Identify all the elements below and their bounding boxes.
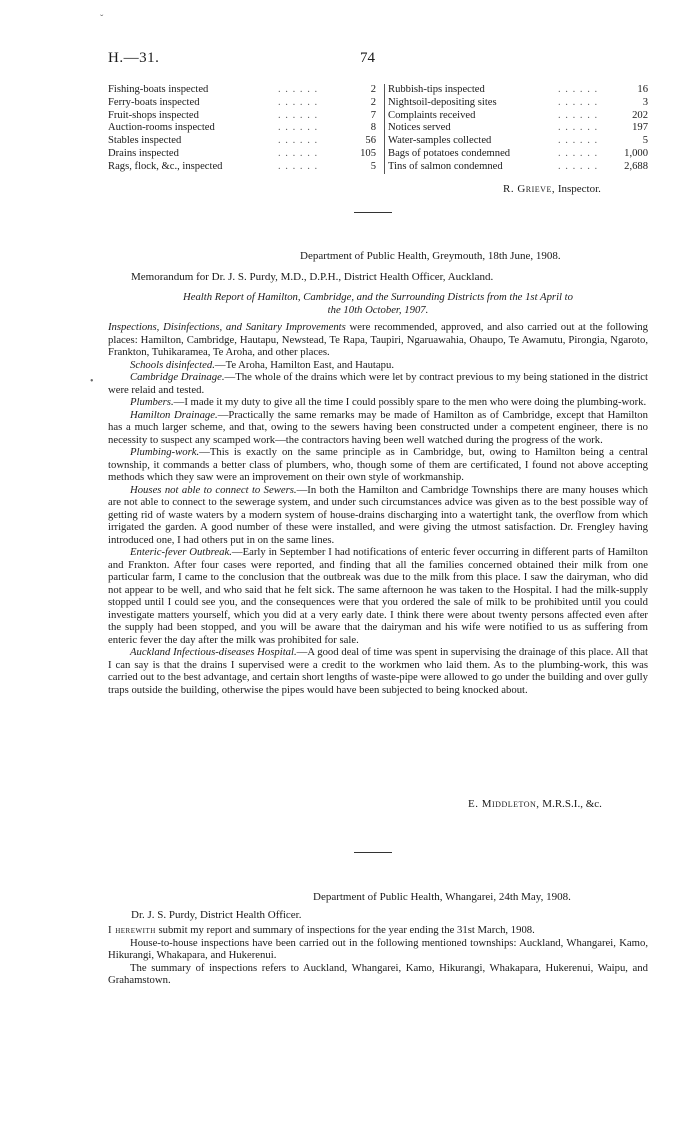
row-label: Stables inspected — [108, 135, 182, 147]
paragraph-enteric-fever: Enteric-fever Outbreak.—Early in September I had notifications of enteric fever occurring in different parts of Hamilton and Frankton. After four cases were reported, and finding that all the families concerned obtained their milk from one particular farm, I came to the conclusion that the outbreak was due to the milk from this place. I saw the dairyman, who did not appear to be well, and who said that he felt sick. The same afternoon he was taken to the Hospital. I had the milk-supply stopped until I could see you, and the consequences were that you ordered the sale of milk to be prohibited until you could investigate matters yourself, which you did at a very early date. I think there were about twenty persons affected even after the supply had been stopped, and you will be aware that the dairyman and his wife were notified to us as suffering from enteric fever the day after the milk was prohibited for sale. — [108, 546, 648, 646]
leader-dots: . . . . . . — [558, 160, 599, 172]
leader-dots: . . . . . . — [558, 96, 599, 108]
table-row — [388, 122, 648, 135]
leader-dots: . . . . . . — [558, 122, 599, 134]
row-label: Rags, flock, &c., inspected — [108, 160, 223, 172]
leader-dots: . . . . . . — [278, 135, 319, 147]
report-title — [108, 291, 648, 316]
leader-dots: . . . . . . — [278, 96, 319, 108]
margin-mark: • — [90, 376, 94, 387]
row-label: Water-samples collected — [388, 135, 492, 147]
table-row — [108, 161, 376, 174]
paragraph-houses-sewers: Houses not able to connect to Sewers.—In both the Hamilton and Cambridge Townships there are many houses which are not able to connect to the sewerage system, and under such circumstances advice was given as to the best possible way of getting rid of waste waters by a modern system of house-drains discharging into a watertight tank, the overflow from which irrigated the garden. A good number of these were installed, and were giving the utmost satisfaction. Dr. Frengley having introduced one, I had others put in on the same lines. — [108, 483, 648, 546]
table-row — [388, 110, 648, 123]
inspection-column-right — [384, 84, 648, 174]
table-row — [108, 97, 376, 110]
row-value: 3 — [642, 96, 648, 108]
leader-dots: . . . . . . — [278, 147, 319, 159]
row-value: 56 — [365, 135, 376, 147]
page-number: 74 — [360, 50, 375, 66]
inspection-column-left — [108, 84, 376, 174]
paragraph-hospital: Auckland Infectious-diseases Hospital.—A good deal of time was spent in supervising the drainage of this place. All that I can say is that the drains I supervised were a credit to the workmen who laid them. As to the plumbing-work, this was carried out to the best advantage, and certain short lengths of waste-pipe were allowed to go under the building and over gully traps outside the building, otherwise the pipes would have been subjected to being knocked about. — [108, 646, 648, 696]
row-value: 16 — [637, 84, 648, 95]
paragraph-inspections: Inspections, Disinfections, and Sanitary Improvements were recommended, approved, and also carried out at the following places: Hamilton, Cambridge, Hautapu, Newstead, Te Rapa, Taupiri, Ngaruawahia, Ohaupo, Te Awamutu, Pirongia, Ngaroto, Frankton, Tuhikaramea, Te Aroha, and other places. — [108, 321, 648, 358]
row-label: Drains inspected — [108, 147, 179, 159]
row-label: Bags of potatoes condemned — [388, 147, 511, 159]
report-title-line-1: Health Report of Hamilton, Cambridge, and the Surrounding Districts from the 1st April to — [183, 291, 573, 303]
memorandum-line: Memorandum for Dr. J. S. Purdy, M.D., D.P.H., District Health Officer, Auckland. — [131, 271, 494, 283]
row-value: 7 — [370, 109, 376, 121]
paragraph-hamilton-drainage: Hamilton Drainage.—Practically the same remarks may be made of Hamilton as of Cambridge, except that Hamilton has a much larger scheme, and that, owing to the sewers having been constructed under a competent engineer, there is no necessity to suspect any scamped work—the contractors having been well watched during the progress of the work. — [108, 408, 648, 446]
signature-title: Inspector. — [557, 183, 601, 195]
table-row — [388, 135, 648, 148]
leader-dots: . . . . . . — [278, 84, 319, 95]
row-label: Ferry-boats inspected — [108, 96, 200, 108]
row-label: Nightsoil-depositing sites — [388, 96, 497, 108]
row-label: Complaints received — [388, 109, 476, 121]
table-row — [388, 148, 648, 161]
table-row — [388, 161, 648, 174]
whangarei-dateline: Department of Public Health, Whangarei, 24th May, 1908. — [313, 891, 571, 903]
paragraph-summary: The summary of inspections refers to Auckland, Whangarei, Kamo, Hikurangi, Whakapara, Hukerenui, Waipu, and Grahamstown. — [108, 961, 648, 986]
paragraph-submit: I herewith submit my report and summary of inspections for the year ending the 31st March, 1908. — [108, 924, 535, 936]
row-label: Auction-rooms inspected — [108, 122, 215, 134]
row-value: 105 — [360, 147, 376, 159]
row-label: Fruit-shops inspected — [108, 109, 199, 121]
signature-name: R. Grieve, — [503, 183, 556, 195]
paragraph-plumbing-work: Plumbing-work.—This is exactly on the same principle as in Cambridge, but, owing to Hamilton being a central township, it commands a better class of plumbers, who, though some of them are certificated, I found not above accepting methods which they saw were an improvement on their own style of workmanship. — [108, 446, 648, 483]
leader-dots: . . . . . . — [278, 160, 319, 172]
section-divider — [354, 212, 392, 213]
row-value: 202 — [632, 109, 648, 121]
row-value: 8 — [370, 122, 376, 134]
leader-dots: . . . . . . — [278, 122, 319, 134]
row-value: 2 — [370, 84, 376, 95]
row-label: Rubbish-tips inspected — [388, 84, 485, 95]
row-value: 5 — [370, 160, 376, 172]
row-value: 5 — [642, 135, 648, 147]
leader-dots: . . . . . . — [558, 147, 599, 159]
table-row — [388, 97, 648, 110]
greymouth-report-body — [108, 321, 648, 696]
table-row — [108, 148, 376, 161]
row-value: 197 — [632, 122, 648, 134]
paragraph-house-inspections: House-to-house inspections have been carried out in the following mentioned townships: Auckland, Whangarei, Kamo, Hikurangi, Whakapara, and Hukerenui. — [108, 936, 648, 961]
middleton-signature — [468, 798, 602, 810]
paragraph-schools: Schools disinfected.—Te Aroha, Hamilton East, and Hautapu. — [130, 358, 395, 371]
table-row — [388, 84, 648, 97]
table-row — [108, 135, 376, 148]
row-label: Tins of salmon condemned — [388, 160, 503, 172]
table-row — [108, 84, 376, 97]
table-row — [108, 110, 376, 123]
row-label: Notices served — [388, 122, 451, 134]
row-value: 2 — [370, 96, 376, 108]
report-title-line-2: the 10th October, 1907. — [327, 303, 429, 316]
inspector-signature — [503, 183, 601, 195]
addressee-line: Dr. J. S. Purdy, District Health Officer. — [131, 909, 302, 921]
report-reference: H.—31. — [108, 50, 160, 66]
row-value: 1,000 — [624, 147, 648, 159]
row-label: Fishing-boats inspected — [108, 84, 209, 95]
leader-dots: . . . . . . — [558, 135, 599, 147]
leader-dots: . . . . . . — [558, 84, 599, 95]
table-row — [108, 122, 376, 135]
margin-mark: ˇ — [100, 14, 104, 25]
section-divider — [354, 852, 392, 853]
leader-dots: . . . . . . — [558, 109, 599, 121]
signature-title: M.R.S.I., &c. — [542, 798, 602, 810]
greymouth-dateline: Department of Public Health, Greymouth, 18th June, 1908. — [300, 250, 561, 262]
signature-name: E. Middleton, — [468, 798, 540, 810]
paragraph-cambridge-drainage: Cambridge Drainage.—The whole of the drains which were let by contract previous to my being stationed in the district were relaid and tested. — [108, 371, 649, 396]
leader-dots: . . . . . . — [278, 109, 319, 121]
paragraph-plumbers: Plumbers.—I made it my duty to give all the time I could possibly spare to the men who were doing the plumbing-work. — [130, 396, 647, 408]
row-value: 2,688 — [624, 160, 648, 172]
whangarei-report-body — [108, 924, 648, 987]
